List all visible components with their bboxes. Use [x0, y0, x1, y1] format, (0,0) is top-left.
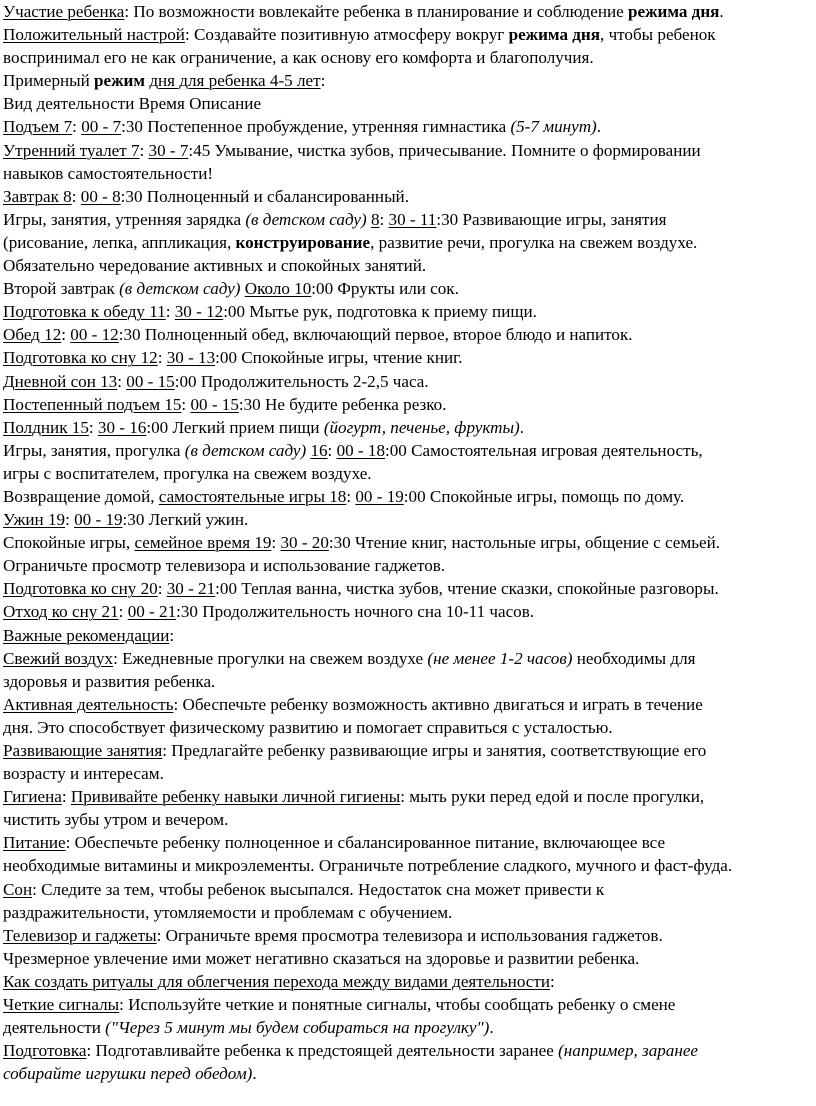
- underlined-term: Положительный настрой: [3, 25, 185, 45]
- text-run: .: [252, 1064, 257, 1084]
- bold-text: режим: [94, 71, 146, 91]
- text-run: :: [61, 787, 71, 807]
- underlined-term: Четкие сигналы: [3, 995, 120, 1015]
- underlined-term: 30 - 21: [166, 579, 216, 599]
- underlined-term: семейное время 19: [134, 533, 272, 553]
- text-run: , чтобы ребенок: [600, 25, 716, 45]
- document-body: [3, 0, 812, 1085]
- text-line: [3, 393, 812, 416]
- italic-note: (в детском саду): [245, 209, 367, 229]
- bold-text: режима дня: [508, 25, 601, 45]
- text-run: :: [61, 325, 71, 345]
- underlined-term: Подготовка ко сну 20: [3, 579, 158, 599]
- text-line: [3, 346, 812, 369]
- text-line: [3, 924, 812, 947]
- text-line: [3, 416, 812, 439]
- underlined-term: дня для ребенка 4-5 лет: [149, 71, 321, 91]
- text-run: : Ежедневные прогулки на свежем воздухе: [113, 648, 428, 668]
- italic-note: (5-7 минут): [510, 117, 597, 137]
- text-line: [3, 647, 812, 670]
- underlined-term: Подготовка ко сну 12: [3, 348, 158, 368]
- text-run: Игры, занятия, утренняя зарядка: [3, 209, 246, 229]
- underlined-term: 00 - 7: [81, 117, 122, 137]
- text-run: Ограничьте просмотр телевизора и использование гаджетов.: [3, 556, 446, 576]
- text-line: [3, 231, 812, 254]
- text-run: :00 Спокойные игры, помощь по дому.: [403, 486, 685, 506]
- text-run: :30 Полноценный обед, включающий первое, второе блюдо и напиток.: [118, 325, 633, 345]
- text-line: [3, 139, 812, 162]
- underlined-term: 30 - 11: [388, 209, 437, 229]
- text-run: :: [72, 117, 82, 137]
- text-run: : Следите за тем, чтобы ребенок высыпался. Недостаток сна может привести к: [32, 879, 605, 899]
- text-run: :: [65, 510, 75, 530]
- underlined-term: Завтрак 8: [3, 186, 72, 206]
- text-run: .: [489, 1018, 494, 1038]
- text-run: :30 Чтение книг, настольные игры, общение с семьей.: [328, 533, 721, 553]
- italic-note: (в детском саду): [184, 440, 307, 460]
- text-run: .: [596, 117, 602, 137]
- text-run: :00 Фрукты или сок.: [311, 279, 459, 299]
- underlined-term: Обед 12: [3, 325, 62, 345]
- bold-text: режима дня: [627, 2, 720, 21]
- text-line: [3, 554, 812, 577]
- text-run: :45 Умывание, чистка зубов, причесывание. Помните о формировании: [188, 140, 701, 160]
- underlined-term: Ужин 19: [3, 510, 66, 530]
- text-run: Вид деятельности Время Описание: [3, 94, 262, 114]
- text-run: :: [271, 533, 281, 553]
- text-line: [3, 508, 812, 531]
- text-run: :: [550, 971, 555, 991]
- text-run: :: [117, 371, 127, 391]
- text-line: [3, 854, 812, 877]
- italic-note: (йогурт, печенье, фрукты): [323, 417, 520, 437]
- text-run: :30 Не будите ребенка резко.: [238, 394, 447, 414]
- text-run: Примерный: [3, 71, 95, 91]
- text-run: : Используйте четкие и понятные сигналы, чтобы сообщать ребенку о смене: [119, 995, 676, 1015]
- italic-note: (например, заранее: [558, 1041, 699, 1061]
- text-run: :00 Легкий прием пищи: [146, 417, 324, 437]
- text-run: Спокойные игры,: [3, 533, 135, 553]
- text-run: :30 Полноценный и сбалансированный.: [120, 186, 409, 206]
- text-run: :: [88, 417, 98, 437]
- text-line: [3, 115, 812, 138]
- text-run: : мыть руки перед едой и после прогулки,: [400, 787, 705, 807]
- text-line: [3, 208, 812, 231]
- text-run: Возвращение домой,: [3, 486, 159, 506]
- text-line: [3, 762, 812, 785]
- underlined-term: Участие ребенка: [3, 2, 125, 21]
- text-run: Обязательно чередование активных и спокойных занятий.: [3, 256, 427, 276]
- text-run: :30 Продолжительность ночного сна 10-11 часов.: [176, 602, 535, 622]
- underlined-term: 00 - 19: [355, 486, 404, 506]
- underlined-term: Телевизор и гаджеты: [3, 925, 157, 945]
- italic-note: (в детском саду): [119, 279, 241, 299]
- text-run: :00 Мытье рук, подготовка к приему пищи.: [223, 302, 537, 322]
- underlined-term: 30 - 13: [166, 348, 216, 368]
- text-run: Игры, занятия, прогулка: [3, 440, 185, 460]
- text-run: :00 Спокойные игры, чтение книг.: [215, 348, 463, 368]
- text-run: :: [139, 140, 149, 160]
- text-line: [3, 277, 812, 300]
- text-line: [3, 878, 812, 901]
- text-run: :: [71, 186, 81, 206]
- underlined-term: 00 - 15: [126, 371, 175, 391]
- underlined-term: Питание: [3, 833, 66, 853]
- text-run: чистить зубы утром и вечером.: [3, 810, 229, 830]
- text-line: [3, 901, 812, 924]
- underlined-term: Полдник 15: [3, 417, 89, 437]
- underlined-term: 30 - 12: [174, 302, 224, 322]
- text-run: навыков самостоятельности!: [3, 163, 214, 183]
- text-run: .: [719, 2, 724, 21]
- text-line: [3, 739, 812, 762]
- underlined-term: Подготовка: [3, 1041, 87, 1061]
- underlined-term: 00 - 21: [127, 602, 177, 622]
- text-run: :30 Постепенное пробуждение, утренняя гимнастика: [121, 117, 511, 137]
- text-run: :30 Развивающие игры, занятия: [436, 209, 667, 229]
- text-run: :: [165, 302, 175, 322]
- text-run: : Подготавливайте ребенка к предстоящей деятельности заранее: [86, 1041, 559, 1061]
- text-run: : Создавайте позитивную атмосферу вокруг: [184, 25, 509, 45]
- text-line: [3, 323, 812, 346]
- text-run: здоровья и развития ребенка.: [3, 671, 216, 691]
- underlined-term: 00 - 8: [80, 186, 121, 206]
- text-run: возрасту и интересам.: [3, 764, 164, 784]
- text-line: [3, 300, 812, 323]
- underlined-term: 00 - 19: [74, 510, 123, 530]
- text-run: : Предлагайте ребенку развивающие игры и занятия, соответствующие его: [162, 741, 707, 760]
- text-run: воспринимал его не как ограничение, а как основу его комфорта и благополучия.: [3, 48, 594, 68]
- text-run: :: [118, 602, 128, 622]
- text-run: : По возможности вовлекайте ребенка в планирование и соблюдение: [124, 2, 628, 21]
- text-run: :: [169, 625, 175, 645]
- text-line: [3, 993, 812, 1016]
- underlined-term: Активная деятельность: [3, 694, 174, 714]
- text-run: :: [320, 71, 326, 91]
- text-run: : Ограничьте время просмотра телевизора и использования гаджетов.: [156, 925, 663, 945]
- text-run: :: [346, 486, 356, 506]
- text-line: [3, 46, 812, 69]
- text-line: [3, 831, 812, 854]
- text-run: :: [181, 394, 191, 414]
- italic-note: собирайте игрушки перед обедом): [3, 1064, 253, 1084]
- text-line: [3, 462, 812, 485]
- text-line: [3, 785, 812, 808]
- text-line: [3, 716, 812, 739]
- underlined-term: Прививайте ребенку навыки личной гигиены: [70, 787, 401, 807]
- text-run: (рисование, лепка, аппликация,: [3, 232, 236, 252]
- underlined-term: 00 - 18: [336, 440, 385, 460]
- text-line: [3, 370, 812, 393]
- text-line: [3, 693, 812, 716]
- text-line: [3, 947, 812, 970]
- underlined-term: 30 - 16: [97, 417, 147, 437]
- text-line: [3, 808, 812, 831]
- text-run: необходимы для: [572, 648, 696, 668]
- underlined-term: Постепенный подъем 15: [3, 394, 182, 414]
- underlined-term: самостоятельные игры 18: [158, 486, 347, 506]
- text-run: :30 Легкий ужин.: [122, 510, 249, 530]
- text-run: :: [157, 348, 167, 368]
- text-line: [3, 531, 812, 554]
- underlined-term: Развивающие занятия: [3, 741, 163, 760]
- italic-note: (не менее 1-2 часов): [427, 648, 573, 668]
- text-line: [3, 485, 812, 508]
- text-line: [3, 92, 812, 115]
- text-run: :00 Самостоятельная игровая деятельность,: [385, 440, 703, 460]
- text-run: .: [519, 417, 525, 437]
- text-line: [3, 670, 812, 693]
- underlined-term: Дневной сон 13: [3, 371, 118, 391]
- underlined-term: Важные рекомендации: [3, 625, 170, 645]
- underlined-term: Подготовка к обеду 11: [3, 302, 166, 322]
- underlined-term: Около 10: [244, 279, 312, 299]
- text-run: деятельности: [3, 1018, 106, 1038]
- underlined-term: Свежий воздух: [3, 648, 114, 668]
- text-line: [3, 624, 812, 647]
- text-run: : Обеспечьте ребенку полноценное и сбалансированное питание, включающее все: [65, 833, 666, 853]
- underlined-term: Отход ко сну 21: [3, 602, 119, 622]
- text-run: :: [157, 579, 167, 599]
- underlined-term: 16: [310, 440, 328, 460]
- text-line: [3, 1062, 812, 1085]
- text-run: дня. Это способствует физическому развитию и помогает справиться с усталостью.: [3, 717, 613, 737]
- text-line: [3, 69, 812, 92]
- underlined-term: 8: [370, 209, 380, 229]
- text-run: раздражительности, утомляемости и проблемам с обучением.: [3, 902, 453, 922]
- text-line: [3, 1039, 812, 1062]
- text-line: [3, 162, 812, 185]
- text-line: [3, 23, 812, 46]
- text-line: [3, 577, 812, 600]
- underlined-term: Утренний туалет 7: [3, 140, 140, 160]
- underlined-term: 30 - 7: [148, 140, 189, 160]
- underlined-term: Как создать ритуалы для облегчения перехода между видами деятельности: [3, 971, 550, 991]
- bold-text: конструирование: [235, 232, 371, 252]
- text-run: Второй завтрак: [3, 279, 120, 299]
- text-run: необходимые витамины и микроэлементы. Ограничьте потребление сладкого, мучного и фаст-фуда.: [3, 856, 733, 876]
- text-line: [3, 0, 812, 23]
- text-line: [3, 185, 812, 208]
- text-line: [3, 600, 812, 623]
- underlined-term: Гигиена: [3, 787, 62, 807]
- text-run: игры с воспитателем, прогулка на свежем воздухе.: [3, 463, 372, 483]
- text-run: , развитие речи, прогулка на свежем воздухе.: [370, 232, 698, 252]
- underlined-term: 00 - 15: [190, 394, 239, 414]
- underlined-term: 00 - 12: [70, 325, 119, 345]
- text-line: [3, 970, 812, 993]
- text-run: : Обеспечьте ребенку возможность активно двигаться и играть в течение: [173, 694, 703, 714]
- underlined-term: Подъем 7: [3, 117, 73, 137]
- text-line: [3, 254, 812, 277]
- text-run: :: [327, 440, 337, 460]
- text-line: [3, 439, 812, 462]
- underlined-term: 30 - 20: [280, 533, 329, 553]
- text-line: [3, 1016, 812, 1039]
- italic-note: ("Через 5 минут мы будем собираться на прогулку"): [105, 1018, 490, 1038]
- underlined-term: Сон: [3, 879, 33, 899]
- text-run: :: [379, 209, 389, 229]
- text-run: :00 Теплая ванна, чистка зубов, чтение сказки, спокойные разговоры.: [215, 579, 719, 599]
- text-run: :00 Продолжительность 2-2,5 часа.: [174, 371, 429, 391]
- text-run: Чрезмерное увлечение ими может негативно сказаться на здоровье и развитии ребенка.: [3, 948, 640, 968]
